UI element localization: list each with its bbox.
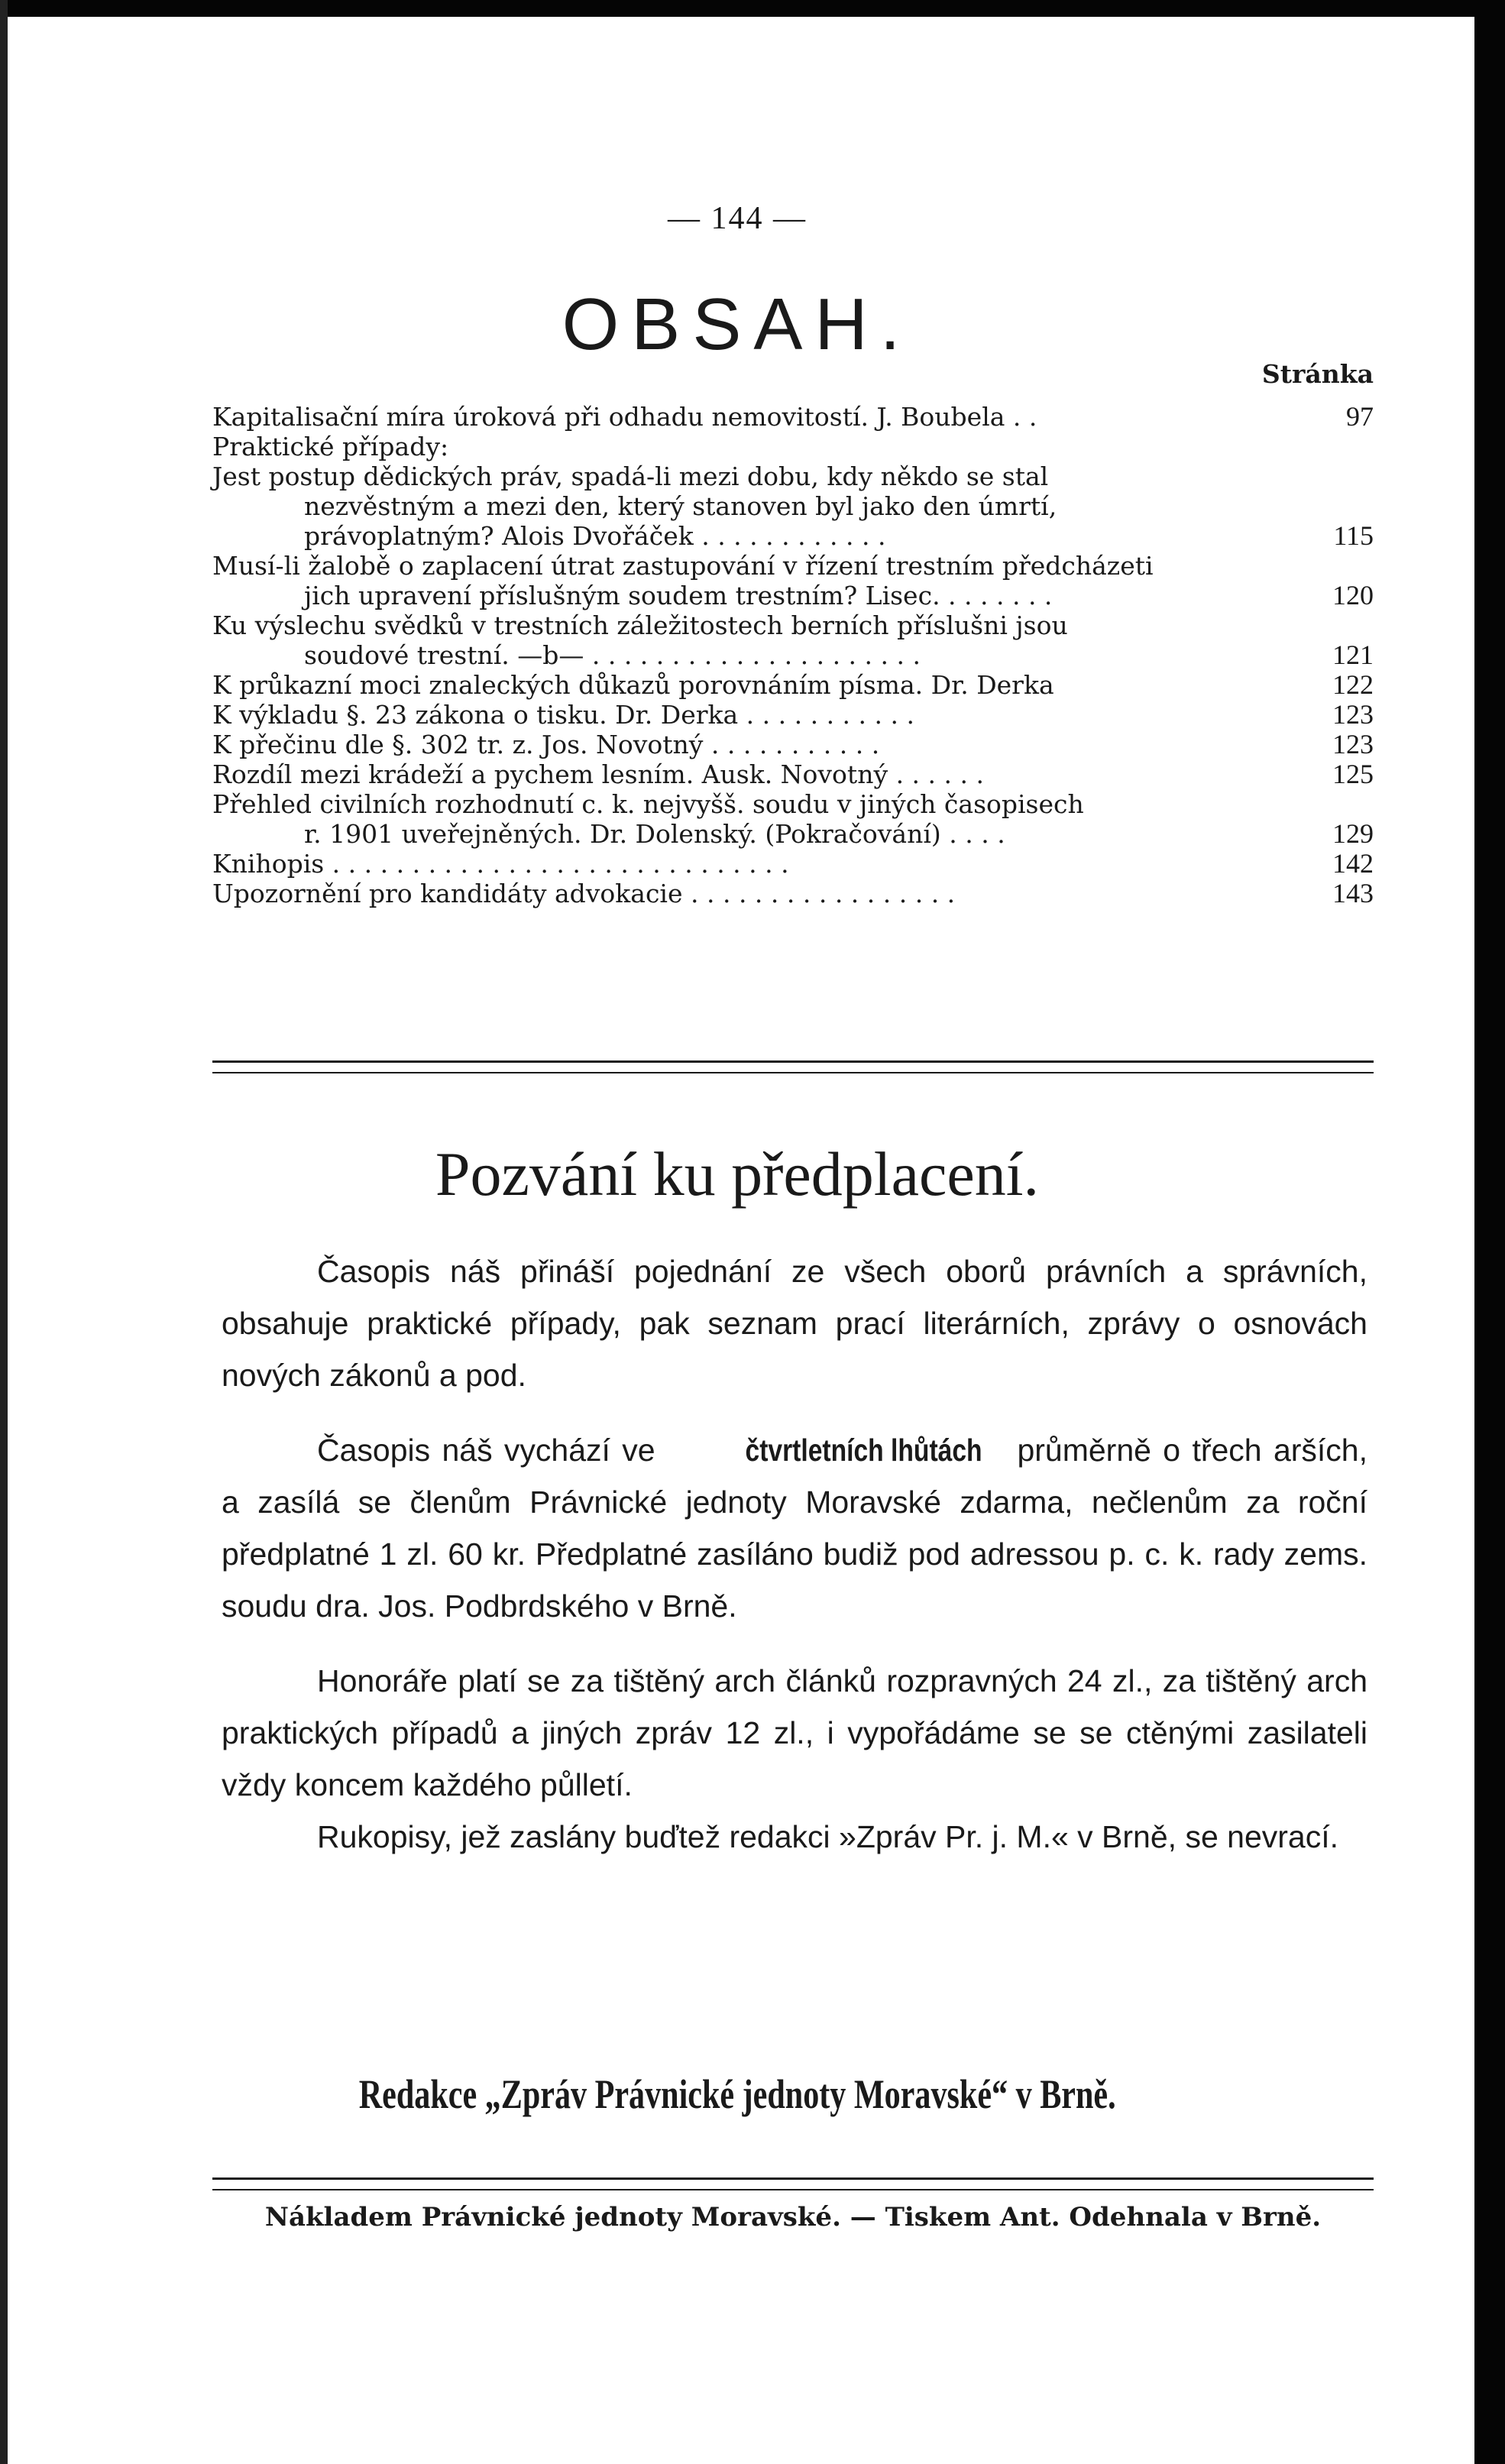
toc-entry: [212, 402, 1374, 432]
paragraph: Časopis náš přináší pojednání ze všech oborů právních a správních, obsahuje praktické případy, pak seznam prací literárních, zprávy o osnovách nových zákonů a pod.: [222, 1254, 1367, 1393]
toc-line: Přehled civilních rozhodnutí c. k. nejvyšš. soudu v jiných časopisech: [212, 789, 1084, 819]
invitation-heading: Pozvání ku předplacení.: [435, 1139, 1040, 1209]
toc-line: Rozdíl mezi krádeží a pychem lesním. Ausk. Novotný . . . . . .: [212, 759, 984, 789]
toc-line: jich upravení příslušným soudem trestním? Lisec. . . . . . . .: [304, 581, 1053, 610]
toc-entry: [212, 432, 1374, 461]
toc-page: 122: [1332, 669, 1374, 700]
paragraph-text: Časopis náš vychází ve: [317, 1433, 655, 1468]
table-of-contents: [212, 402, 1374, 908]
toc-page: 123: [1332, 699, 1374, 730]
toc-page: 143: [1332, 878, 1374, 908]
toc-page: 129: [1332, 818, 1374, 849]
toc-page: 115: [1333, 520, 1374, 551]
toc-page: 97: [1346, 401, 1374, 432]
section-divider: [212, 1060, 1374, 1073]
scan-border-right: [1474, 0, 1505, 2464]
toc-page: 123: [1332, 729, 1374, 759]
toc-page: 142: [1332, 848, 1374, 879]
toc-entry: [212, 670, 1374, 700]
emphasis-text: čtvrtletních lhůtách: [745, 1433, 982, 1468]
toc-line: právoplatným? Alois Dvořáček . . . . . . . . . . . .: [304, 521, 886, 551]
toc-entry: [212, 879, 1374, 908]
toc-line: r. 1901 uveřejněných. Dr. Dolenský. (Pokračování) . . . .: [304, 819, 1005, 849]
toc-line: K průkazní moci znaleckých důkazů porovnáním písma. Dr. Derka: [212, 670, 1054, 700]
toc-line: Jest postup dědických práv, spadá-li mezi dobu, kdy někdo se stal: [212, 461, 1049, 491]
signature-text: Redakce „Zpráv Právnické jednoty Moravské“ v Brně.: [358, 2071, 1116, 2117]
toc-page: 120: [1332, 580, 1374, 610]
toc-entry: [212, 461, 1374, 551]
invitation-body: [222, 1245, 1367, 1886]
toc-entry: [212, 551, 1374, 610]
toc-line: Praktické případy:: [212, 432, 449, 461]
toc-entry: [212, 759, 1374, 789]
toc-page: 125: [1332, 759, 1374, 789]
toc-entry: [212, 849, 1374, 879]
signature-line: [0, 2071, 1474, 2118]
footer-divider: [212, 2177, 1374, 2190]
toc-entry: [212, 700, 1374, 730]
toc-entry: [212, 789, 1374, 849]
imprint-footer: Nákladem Právnické jednoty Moravské. — Tiskem Ant. Odehnala v Brně.: [264, 2202, 1322, 2232]
toc-entry: [212, 610, 1374, 670]
toc-line: soudové trestní. —b— . . . . . . . . . . . . . . . . . . . . .: [304, 640, 921, 670]
toc-entry: [212, 730, 1374, 759]
toc-line: Kapitalisační míra úroková při odhadu nemovitostí. J. Boubela . .: [212, 402, 1037, 432]
toc-line: K výkladu §. 23 zákona o tisku. Dr. Derka . . . . . . . . . . .: [212, 700, 914, 730]
toc-line: Musí-li žalobě o zaplacení útrat zastupování v řízení trestním předcházeti: [212, 551, 1154, 581]
toc-page: 121: [1332, 639, 1374, 670]
page-title: OBSAH.: [562, 283, 913, 365]
paragraph: Rukopisy, jež zaslány buďtež redakci »Zpráv Pr. j. M.« v Brně, se nevrací.: [317, 1819, 1338, 1854]
paragraph-text: průměrně o třech arších, a zasílá se členům Právnické jednoty Moravské zdarma, nečlenům za roční předplatné 1 zl. 60 kr. Předplatné zasíláno budiž pod adressou p. c. k. rady zems. soudu dra. Jos. Podbrdského v Brně.: [222, 1433, 1367, 1624]
paragraph: [222, 1424, 1367, 1632]
toc-line: K přečinu dle §. 302 tr. z. Jos. Novotný . . . . . . . . . . .: [212, 730, 880, 759]
toc-line: Ku výslechu svědků v trestních záležitostech berních příslušni jsou: [212, 610, 1068, 640]
toc-line: nezvěstným a mezi den, který stanoven byl jako den úmrtí,: [304, 491, 1057, 521]
page-column-header: Stránka: [1261, 359, 1374, 389]
toc-line: Knihopis . . . . . . . . . . . . . . . . . . . . . . . . . . . . .: [212, 849, 789, 879]
page-number: — 144 —: [668, 201, 807, 236]
scan-border-top: [0, 0, 1505, 17]
toc-line: Upozornění pro kandidáty advokacie . . . . . . . . . . . . . . . . .: [212, 879, 956, 908]
paragraph: Honoráře platí se za tištěný arch článků rozpravných 24 zl., za tištěný arch praktických případů a jiných zpráv 12 zl., i vypořádáme se se ctěnými zasilateli vždy koncem každého půlletí.: [222, 1663, 1367, 1802]
